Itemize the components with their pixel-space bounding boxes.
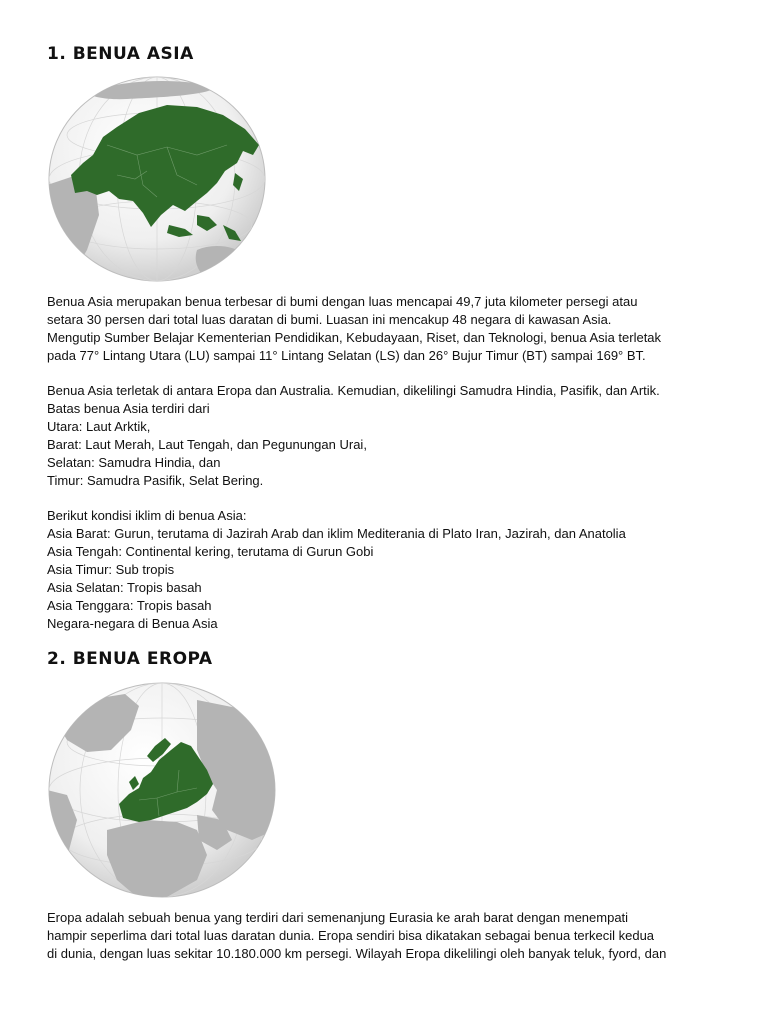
text-line: Batas benua Asia terdiri dari bbox=[47, 401, 210, 416]
asia-globe-map bbox=[47, 75, 267, 283]
europe-globe-map bbox=[47, 680, 277, 900]
text-line: di dunia, dengan luas sekitar 10.180.000 km persegi. Wilayah Eropa dikelilingi oleh banyak teluk, fyord, dan bbox=[47, 946, 667, 961]
text-line: Barat: Laut Merah, Laut Tengah, dan Pegunungan Urai, bbox=[47, 437, 367, 452]
text-line: Asia Tenggara: Tropis basah bbox=[47, 598, 212, 613]
text-line: Eropa adalah sebuah benua yang terdiri dari semenanjung Eurasia ke arah barat dengan menempati bbox=[47, 910, 629, 925]
text-line: Mengutip Sumber Belajar Kementerian Pendidikan, Kebudayaan, Riset, dan Teknologi, benua Asia terletak bbox=[47, 330, 662, 345]
text-line: pada 77° Lintang Utara (LU) sampai 11° Lintang Selatan (LS) dan 26° Bujur Timur (BT) sampai 169° BT. bbox=[47, 348, 646, 363]
text-line: Benua Asia terletak di antara Eropa dan Australia. Kemudian, dikelilingi Samudra Hindia, Pasifik, dan Artik. bbox=[47, 383, 660, 398]
text-line: Timur: Samudra Pasifik, Selat Bering. bbox=[47, 473, 264, 488]
section-heading-europe: 2. BENUA EROPA bbox=[47, 649, 213, 669]
text-line: Asia Selatan: Tropis basah bbox=[47, 580, 202, 595]
asia-paragraph-1 bbox=[47, 293, 727, 365]
asia-paragraph-3 bbox=[47, 507, 727, 633]
text-line: Benua Asia merupakan benua terbesar di bumi dengan luas mencapai 49,7 juta kilometer persegi atau bbox=[47, 294, 638, 309]
text-line: Negara-negara di Benua Asia bbox=[47, 616, 218, 631]
text-line: hampir seperlima dari total luas daratan dunia. Eropa sendiri bisa dikatakan sebagai benua terkecil kedua bbox=[47, 928, 655, 943]
text-line: setara 30 persen dari total luas daratan di bumi. Luasan ini mencakup 48 negara di kawasan Asia. bbox=[47, 312, 612, 327]
text-line: Berikut kondisi iklim di benua Asia: bbox=[47, 508, 247, 523]
section-heading-asia: 1. BENUA ASIA bbox=[47, 44, 194, 64]
text-line: Asia Tengah: Continental kering, terutama di Gurun Gobi bbox=[47, 544, 374, 559]
text-line: Asia Timur: Sub tropis bbox=[47, 562, 175, 577]
text-line: Utara: Laut Arktik, bbox=[47, 419, 151, 434]
text-line: Asia Barat: Gurun, terutama di Jazirah Arab dan iklim Mediterania di Plato Iran, Jazirah, dan Anatolia bbox=[47, 526, 626, 541]
asia-paragraph-2 bbox=[47, 382, 727, 490]
europe-paragraph-1 bbox=[47, 909, 727, 963]
text-line: Selatan: Samudra Hindia, dan bbox=[47, 455, 221, 470]
